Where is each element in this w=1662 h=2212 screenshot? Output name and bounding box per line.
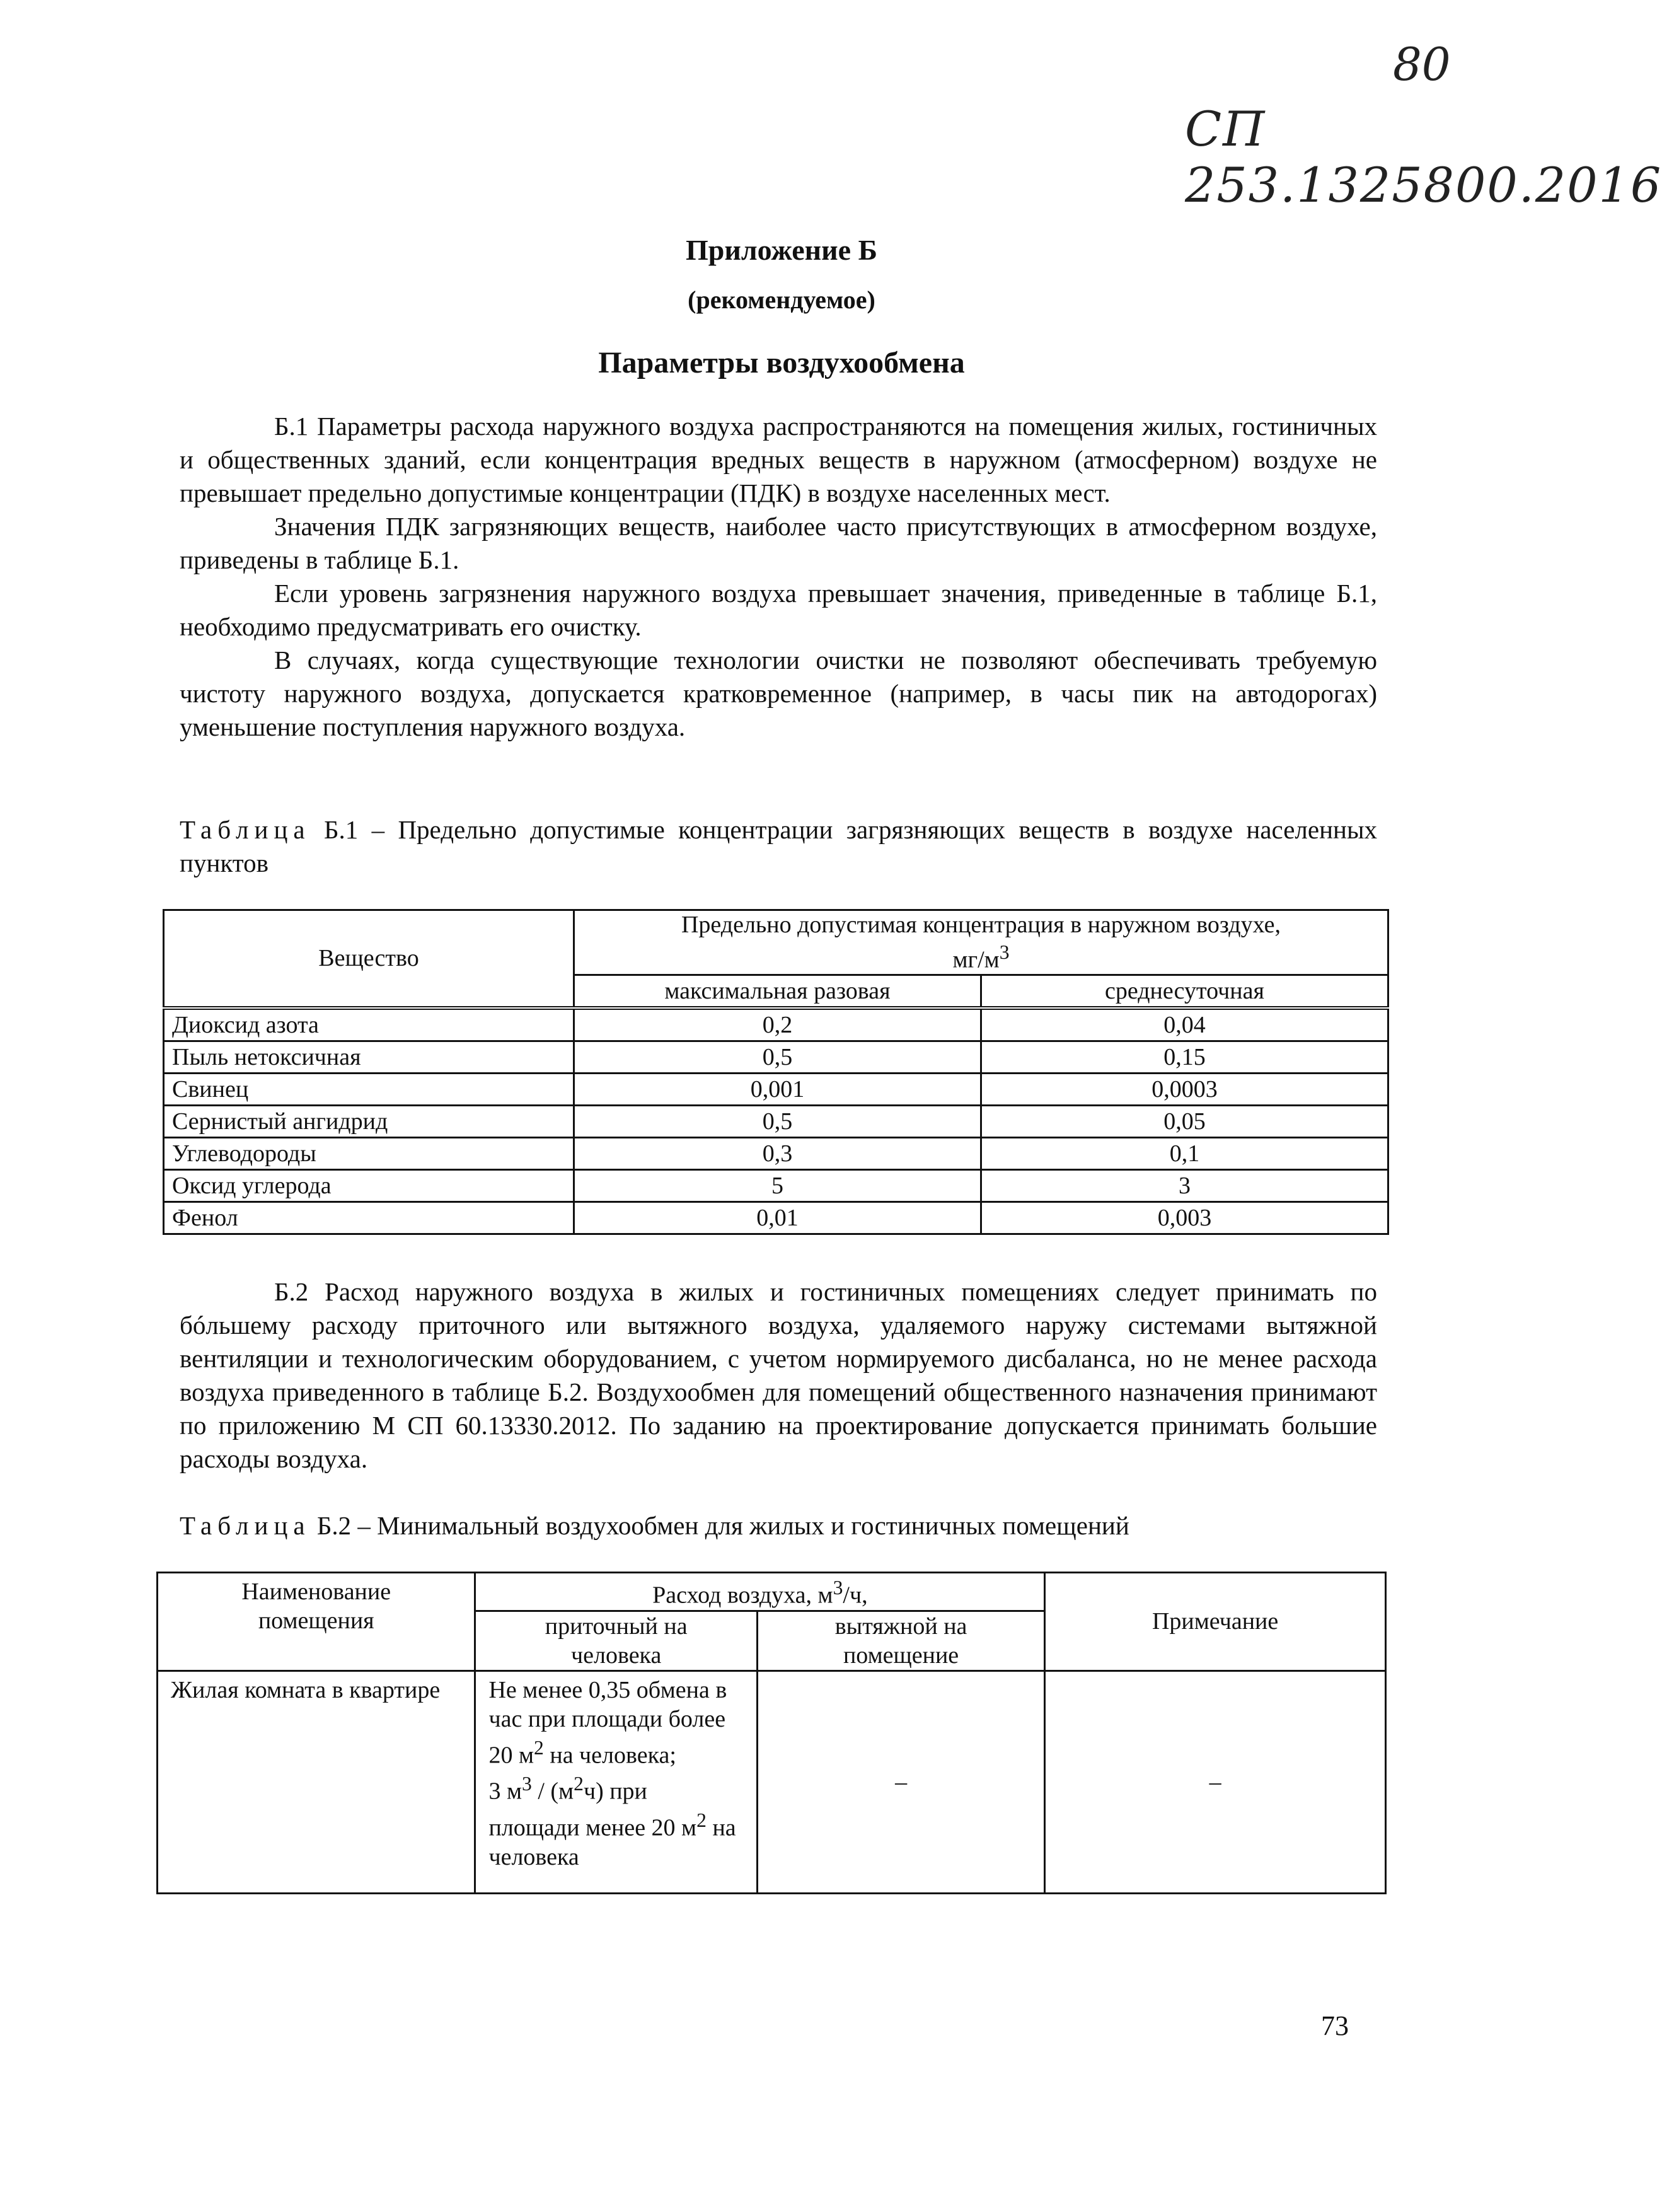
cell-avg: 0,0003 [981,1073,1388,1105]
cell-max: 0,5 [574,1041,981,1073]
cell-exhaust: – [757,1671,1044,1893]
header-pdk-text: Предельно допустимая концентрация в наружном воздухе, [681,912,1281,938]
cell-max: 0,001 [574,1073,981,1105]
cell-max: 0,2 [574,1008,981,1041]
cell-substance: Фенол [164,1202,574,1234]
header-airflow-text: Расход воздуха, м [652,1582,833,1609]
supply-text: 3 м [488,1778,522,1805]
supply-text: ч) при площади менее 20 м [488,1778,697,1841]
table-row [164,1137,1388,1169]
section-b1-text [180,410,1377,744]
handwritten-page-number: 80 [1393,38,1451,91]
table-row [164,1202,1388,1234]
header-unit: мг/м [952,946,1000,973]
table-row [158,1671,1386,1893]
cell-max: 5 [574,1169,981,1202]
table-row [164,1169,1388,1202]
cell-max: 0,3 [574,1137,981,1169]
table2-caption [180,1509,1377,1543]
paragraph: В случаях, когда существующие технологии очистки не позволяют обеспечивать требуемую чистоту наружного воздуха, допускается кратковременное (например, в часы пик на автодорогах) уменьшение поступления наружного воздуха. [180,646,1377,741]
cell-avg: 0,003 [981,1202,1388,1234]
section-title: Параметры воздухообмена [598,346,965,379]
cell-avg: 0,05 [981,1105,1388,1137]
appendix-subtitle: (рекомендуемое) [688,286,875,314]
caption-lead: Таблица [180,1511,311,1540]
table-row [164,1008,1388,1041]
header-room-name: Наименование помещения [158,1573,475,1671]
section-b2-text [180,1275,1377,1476]
header-supply: приточный на человека [475,1611,757,1671]
table-b2 [156,1572,1387,1894]
cell-substance: Свинец [164,1073,574,1105]
supply-sup: 2 [534,1736,544,1759]
caption-text: Б.1 – Предельно допустимые концентрации загрязняющих веществ в воздухе населенных пунктов [180,815,1377,877]
cell-supply [475,1671,757,1893]
cell-substance: Углеводороды [164,1137,574,1169]
handwritten-document-code: СП 253.1325800.2016 [1185,101,1662,213]
header-note: Примечание [1045,1573,1386,1671]
table-b1 [163,909,1389,1235]
appendix-title: Приложение Б [685,234,878,266]
cell-substance: Пыль нетоксичная [164,1041,574,1073]
cell-substance: Диоксид азота [164,1008,574,1041]
header-substance: Вещество [164,910,574,1008]
supply-text: Не менее 0,35 обмена в час при площади более 20 м [488,1676,727,1769]
header-airflow-tail: /ч, [843,1582,868,1609]
header-airflow-sup: 3 [833,1577,843,1599]
cell-avg: 0,1 [981,1137,1388,1169]
table-row [164,1105,1388,1137]
header-unit-sup: 3 [999,941,1010,963]
table-header-row [164,910,1388,975]
supply-sup: 2 [696,1809,707,1831]
supply-text: / (м [531,1778,574,1805]
paragraph: Значения ПДК загрязняющих веществ, наиболее часто присутствующих в атмосферном воздухе, приведены в таблице Б.1. [180,512,1377,574]
header-airflow [475,1573,1045,1611]
cell-max: 0,5 [574,1105,981,1137]
header-avg: среднесуточная [981,975,1388,1008]
cell-room-name: Жилая комната в квартире [158,1671,475,1893]
header-max: максимальная разовая [574,975,981,1008]
table-header-row [158,1573,1386,1611]
caption-text: Б.2 – Минимальный воздухообмен для жилых и гостиничных помещений [310,1511,1129,1540]
table-row [164,1073,1388,1105]
cell-avg: 3 [981,1169,1388,1202]
cell-avg: 0,15 [981,1041,1388,1073]
table-row [164,1041,1388,1073]
cell-avg: 0,04 [981,1008,1388,1041]
header-exhaust: вытяжной на помещение [757,1611,1044,1671]
cell-substance: Сернистый ангидрид [164,1105,574,1137]
paragraph: Б.2 Расход наружного воздуха в жилых и гостиничных помещениях следует принимать по бóльшему расходу приточного или вытяжного воздуха, удаляемого наружу системами вытяжной вентиляции и технологическим оборудованием, с учетом нормируемого дисбаланса, но не менее расхода воздуха приведенного в таблице Б.2. Воздухообмен для помещений общественного назначения принимают по приложению М СП 60.13330.2012. По заданию на проектирование допускается принимать большие расходы воздуха. [180,1277,1377,1473]
cell-substance: Оксид углерода [164,1169,574,1202]
page-number: 73 [1321,2010,1349,2041]
supply-text: на человека; [543,1742,676,1769]
supply-sup: 2 [574,1773,584,1795]
paragraph: Б.1 Параметры расхода наружного воздуха распространяются на помещения жилых, гостиничных и общественных зданий, если концентрация вредных веществ в наружном (атмосферном) воздухе не превышает предельно допустимые концентрации (ПДК) в воздухе населенных мест. [180,412,1377,507]
supply-sup: 3 [522,1773,532,1795]
cell-note: – [1045,1671,1386,1893]
header-pdk [574,910,1388,975]
paragraph: Если уровень загрязнения наружного воздуха превышает значения, приведенные в таблице Б.1, необходимо предусматривать его очистку. [180,579,1377,641]
caption-lead: Таблица [180,815,311,844]
table1-caption [180,813,1377,880]
cell-max: 0,01 [574,1202,981,1234]
supply-text: на человека [488,1814,736,1870]
